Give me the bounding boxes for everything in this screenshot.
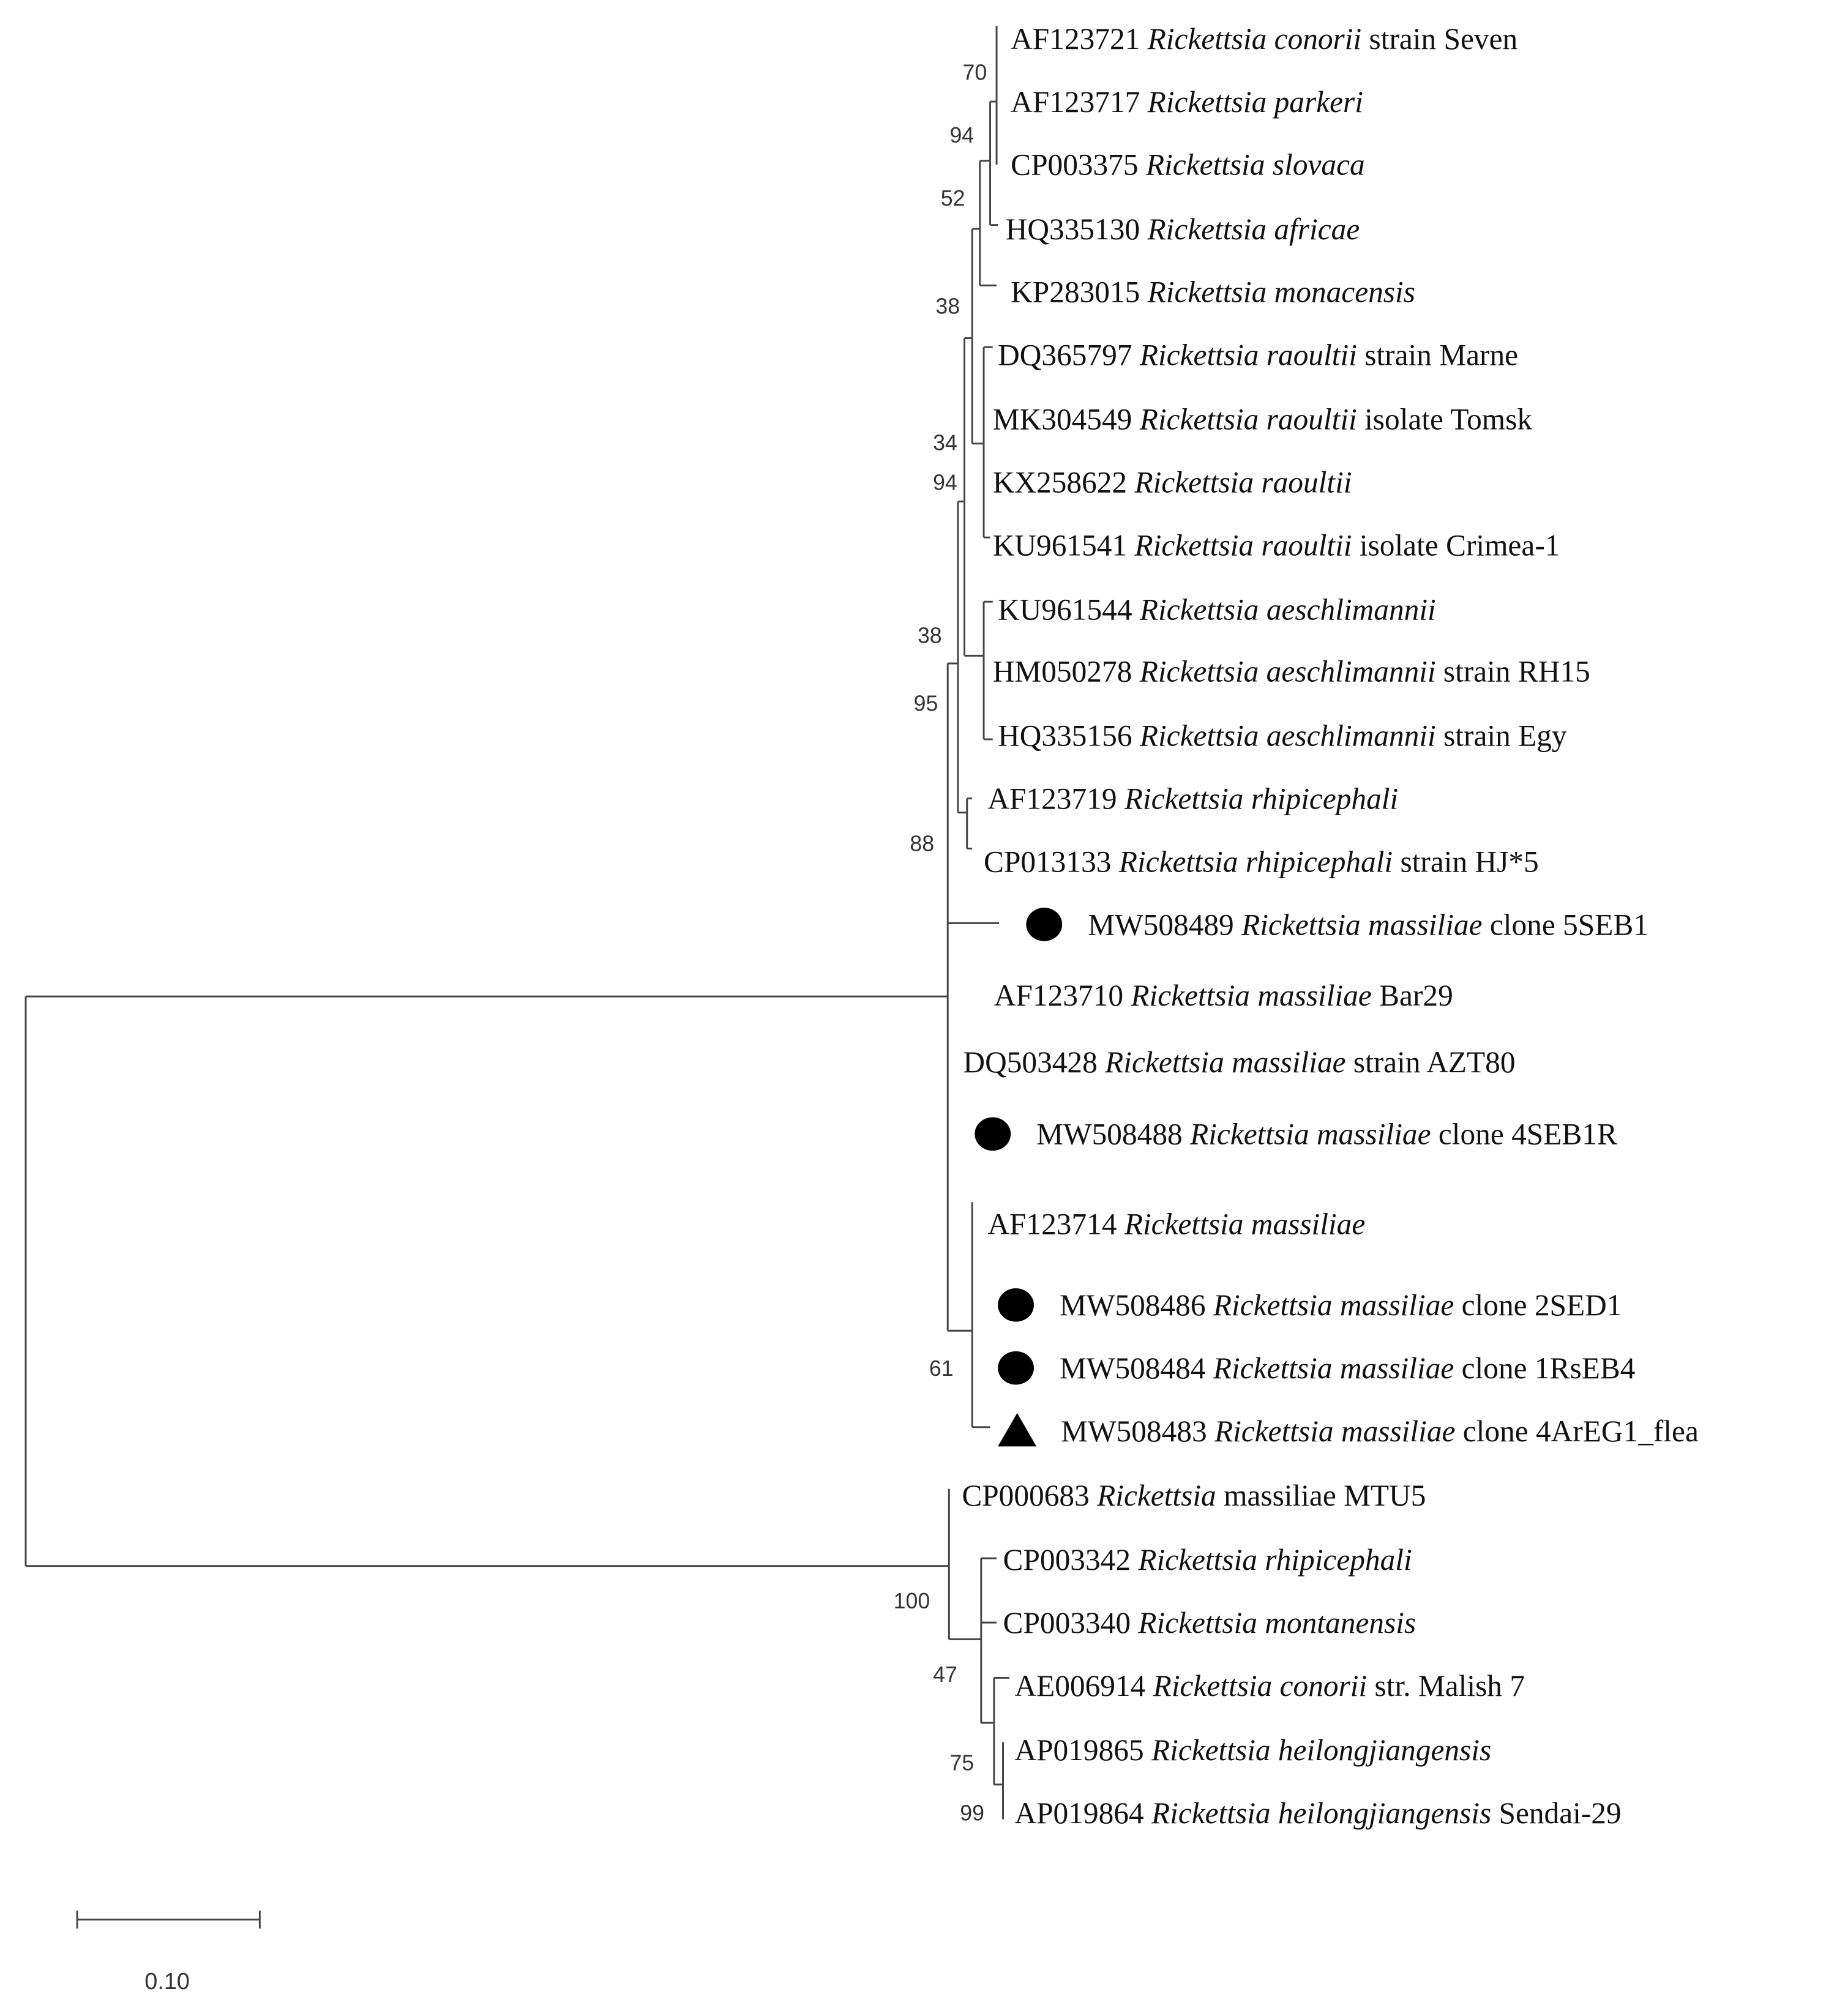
leaf-label <box>993 466 1352 499</box>
strain-info: isolate Crimea-1 <box>1352 528 1560 562</box>
triangle-marker-icon <box>998 1413 1036 1447</box>
species-name: Rickettsia heilongjiangensis <box>1151 1733 1492 1767</box>
species-name: Rickettsia parkeri <box>1147 84 1363 119</box>
species-name: Rickettsia massiliae <box>1241 908 1483 942</box>
bootstrap-value: 52 <box>940 186 965 211</box>
species-name: Rickettsia aeschlimannii <box>1139 654 1436 689</box>
leaf-label <box>1011 22 1517 56</box>
species-name: Rickettsia massiliae <box>1190 1117 1431 1151</box>
accession-number: HQ335156 <box>998 719 1140 753</box>
leaf-label <box>998 593 1436 627</box>
leaf-label <box>987 1208 1365 1241</box>
accession-number: CP003342 <box>1003 1543 1139 1577</box>
strain-info: clone 1RsEB4 <box>1454 1351 1636 1386</box>
species-name: Rickettsia massiliae <box>1131 978 1372 1012</box>
leaf-label <box>1060 1351 1635 1385</box>
leaf-label <box>1011 148 1365 182</box>
strain-info: clone 4ArEG1_flea <box>1455 1414 1699 1448</box>
leaf-label <box>1014 1796 1621 1830</box>
species-name: Rickettsia conorii <box>1147 21 1362 56</box>
accession-number: AF123721 <box>1011 21 1148 56</box>
leaf-label <box>963 1045 1515 1079</box>
accession-number: MW508484 <box>1059 1351 1213 1386</box>
bootstrap-value: 88 <box>910 831 935 856</box>
leaf-label <box>1003 1606 1416 1640</box>
species-name: Rickettsia africae <box>1147 212 1360 246</box>
leaf-label <box>998 719 1567 752</box>
species-name: Rickettsia aeschlimannii <box>1139 719 1436 753</box>
leaf-label <box>998 338 1518 372</box>
leaf-label <box>1014 1669 1525 1703</box>
accession-number: MW508488 <box>1036 1117 1191 1151</box>
strain-info: Bar29 <box>1371 978 1453 1012</box>
leaf-label <box>1088 908 1648 941</box>
leaf-label <box>1014 1733 1491 1767</box>
species-name: Rickettsia montanensis <box>1138 1605 1416 1640</box>
accession-number: KX258622 <box>992 465 1135 499</box>
strain-info: clone 2SED1 <box>1454 1288 1622 1323</box>
species-name: Rickettsia conorii <box>1153 1668 1368 1703</box>
accession-number: AF123710 <box>993 978 1131 1012</box>
species-name: Rickettsia rhipicephali <box>1124 782 1399 816</box>
accession-number: KP283015 <box>1011 275 1148 309</box>
accession-number: HM050278 <box>992 654 1140 689</box>
leaf-label <box>993 654 1590 688</box>
strain-info: clone 4SEB1R <box>1431 1117 1617 1151</box>
strain-info: str. Malish 7 <box>1367 1668 1525 1703</box>
circle-marker-icon <box>998 1288 1034 1322</box>
species-name: Rickettsia rhipicephali <box>1138 1543 1412 1577</box>
accession-number: AE006914 <box>1014 1668 1153 1703</box>
bootstrap-value: 47 <box>933 1662 957 1687</box>
accession-number: MW508486 <box>1059 1288 1213 1323</box>
bootstrap-value: 38 <box>935 294 960 319</box>
scale-bar <box>77 1911 260 1995</box>
leaf-label <box>1006 212 1360 246</box>
strain-info: strain Marne <box>1356 338 1519 372</box>
tree-branches <box>26 26 1009 1819</box>
circle-marker-icon <box>1026 908 1062 941</box>
species-name: Rickettsia massiliae <box>1105 1045 1346 1080</box>
species-name: Rickettsia aeschlimannii <box>1139 592 1436 627</box>
leaf-label <box>1011 85 1363 119</box>
species-name: Rickettsia massiliae <box>1213 1351 1454 1386</box>
leaf-label <box>1003 1543 1412 1577</box>
scale-bar-label: 0.10 <box>144 1968 190 1995</box>
strain-info: strain Egy <box>1435 719 1567 753</box>
bootstrap-value: 100 <box>893 1589 930 1614</box>
bootstrap-value: 94 <box>949 123 975 148</box>
species-name: Rickettsia massiliae <box>1124 1207 1366 1241</box>
species-name: Rickettsia rhipicephali <box>1118 845 1393 879</box>
accession-number: HQ335130 <box>1005 212 1148 246</box>
circle-marker-icon <box>998 1351 1034 1385</box>
leaf-label <box>984 845 1539 878</box>
leaf-label <box>1060 1288 1622 1322</box>
accession-number: AF123719 <box>987 782 1124 816</box>
bootstrap-value: 70 <box>962 60 987 85</box>
species-name: Rickettsia monacensis <box>1147 275 1415 309</box>
strain-info: clone 5SEB1 <box>1482 908 1648 942</box>
accession-number: CP003340 <box>1003 1605 1139 1640</box>
leaf-label <box>993 529 1560 562</box>
accession-number: AP019864 <box>1014 1796 1151 1830</box>
species-name: Rickettsia massiliae <box>1214 1414 1456 1448</box>
leaf-label <box>993 403 1533 436</box>
accession-number: AP019865 <box>1014 1733 1151 1767</box>
strain-info: isolate Tomsk <box>1356 402 1533 436</box>
leaf-label <box>1011 275 1415 309</box>
accession-number: CP000683 <box>962 1478 1098 1512</box>
species-name: Rickettsia raoultii <box>1139 338 1357 372</box>
bootstrap-value: 34 <box>933 430 957 455</box>
circle-marker-icon <box>975 1118 1011 1151</box>
accession-number: DQ503428 <box>963 1045 1106 1080</box>
leaf-labels <box>962 22 1699 1830</box>
bootstrap-value: 99 <box>960 1801 984 1826</box>
species-name: Rickettsia slovaca <box>1145 147 1365 182</box>
leaf-label <box>994 979 1453 1012</box>
accession-number: AF123717 <box>1011 84 1148 119</box>
species-name: Rickettsia massiliae <box>1213 1288 1454 1323</box>
species-name: Rickettsia raoultii <box>1139 402 1357 436</box>
bootstrap-value: 38 <box>917 623 942 648</box>
strain-info: strain RH15 <box>1435 654 1590 689</box>
leaf-label <box>1061 1414 1699 1448</box>
strain-info: strain Seven <box>1361 21 1518 56</box>
accession-number: DQ365797 <box>998 338 1140 372</box>
accession-number: CP003375 <box>1011 147 1146 182</box>
strain-info: Sendai-29 <box>1491 1796 1622 1830</box>
leaf-label <box>962 1479 1426 1512</box>
bootstrap-value: 94 <box>933 470 957 495</box>
accession-number: MW508489 <box>1088 908 1242 942</box>
species-name: Rickettsia <box>1097 1478 1216 1512</box>
bootstrap-value: 75 <box>949 1750 975 1775</box>
accession-number: MW508483 <box>1061 1414 1214 1448</box>
accession-number: KU961544 <box>998 592 1140 627</box>
species-name: Rickettsia heilongjiangensis <box>1151 1796 1492 1830</box>
strain-info: massiliae MTU5 <box>1216 1478 1426 1512</box>
strain-info: strain AZT80 <box>1345 1045 1516 1080</box>
species-name: Rickettsia raoultii <box>1134 528 1352 562</box>
leaf-label <box>1036 1118 1617 1151</box>
leaf-label <box>987 782 1398 815</box>
species-name: Rickettsia raoultii <box>1134 465 1352 499</box>
bootstrap-value: 61 <box>929 1356 954 1381</box>
accession-number: CP013133 <box>984 845 1119 879</box>
accession-number: AF123714 <box>987 1207 1124 1241</box>
bootstrap-value: 95 <box>913 691 938 716</box>
accession-number: MK304549 <box>992 402 1140 436</box>
strain-info: strain HJ*5 <box>1393 845 1539 879</box>
accession-number: KU961541 <box>992 528 1135 562</box>
